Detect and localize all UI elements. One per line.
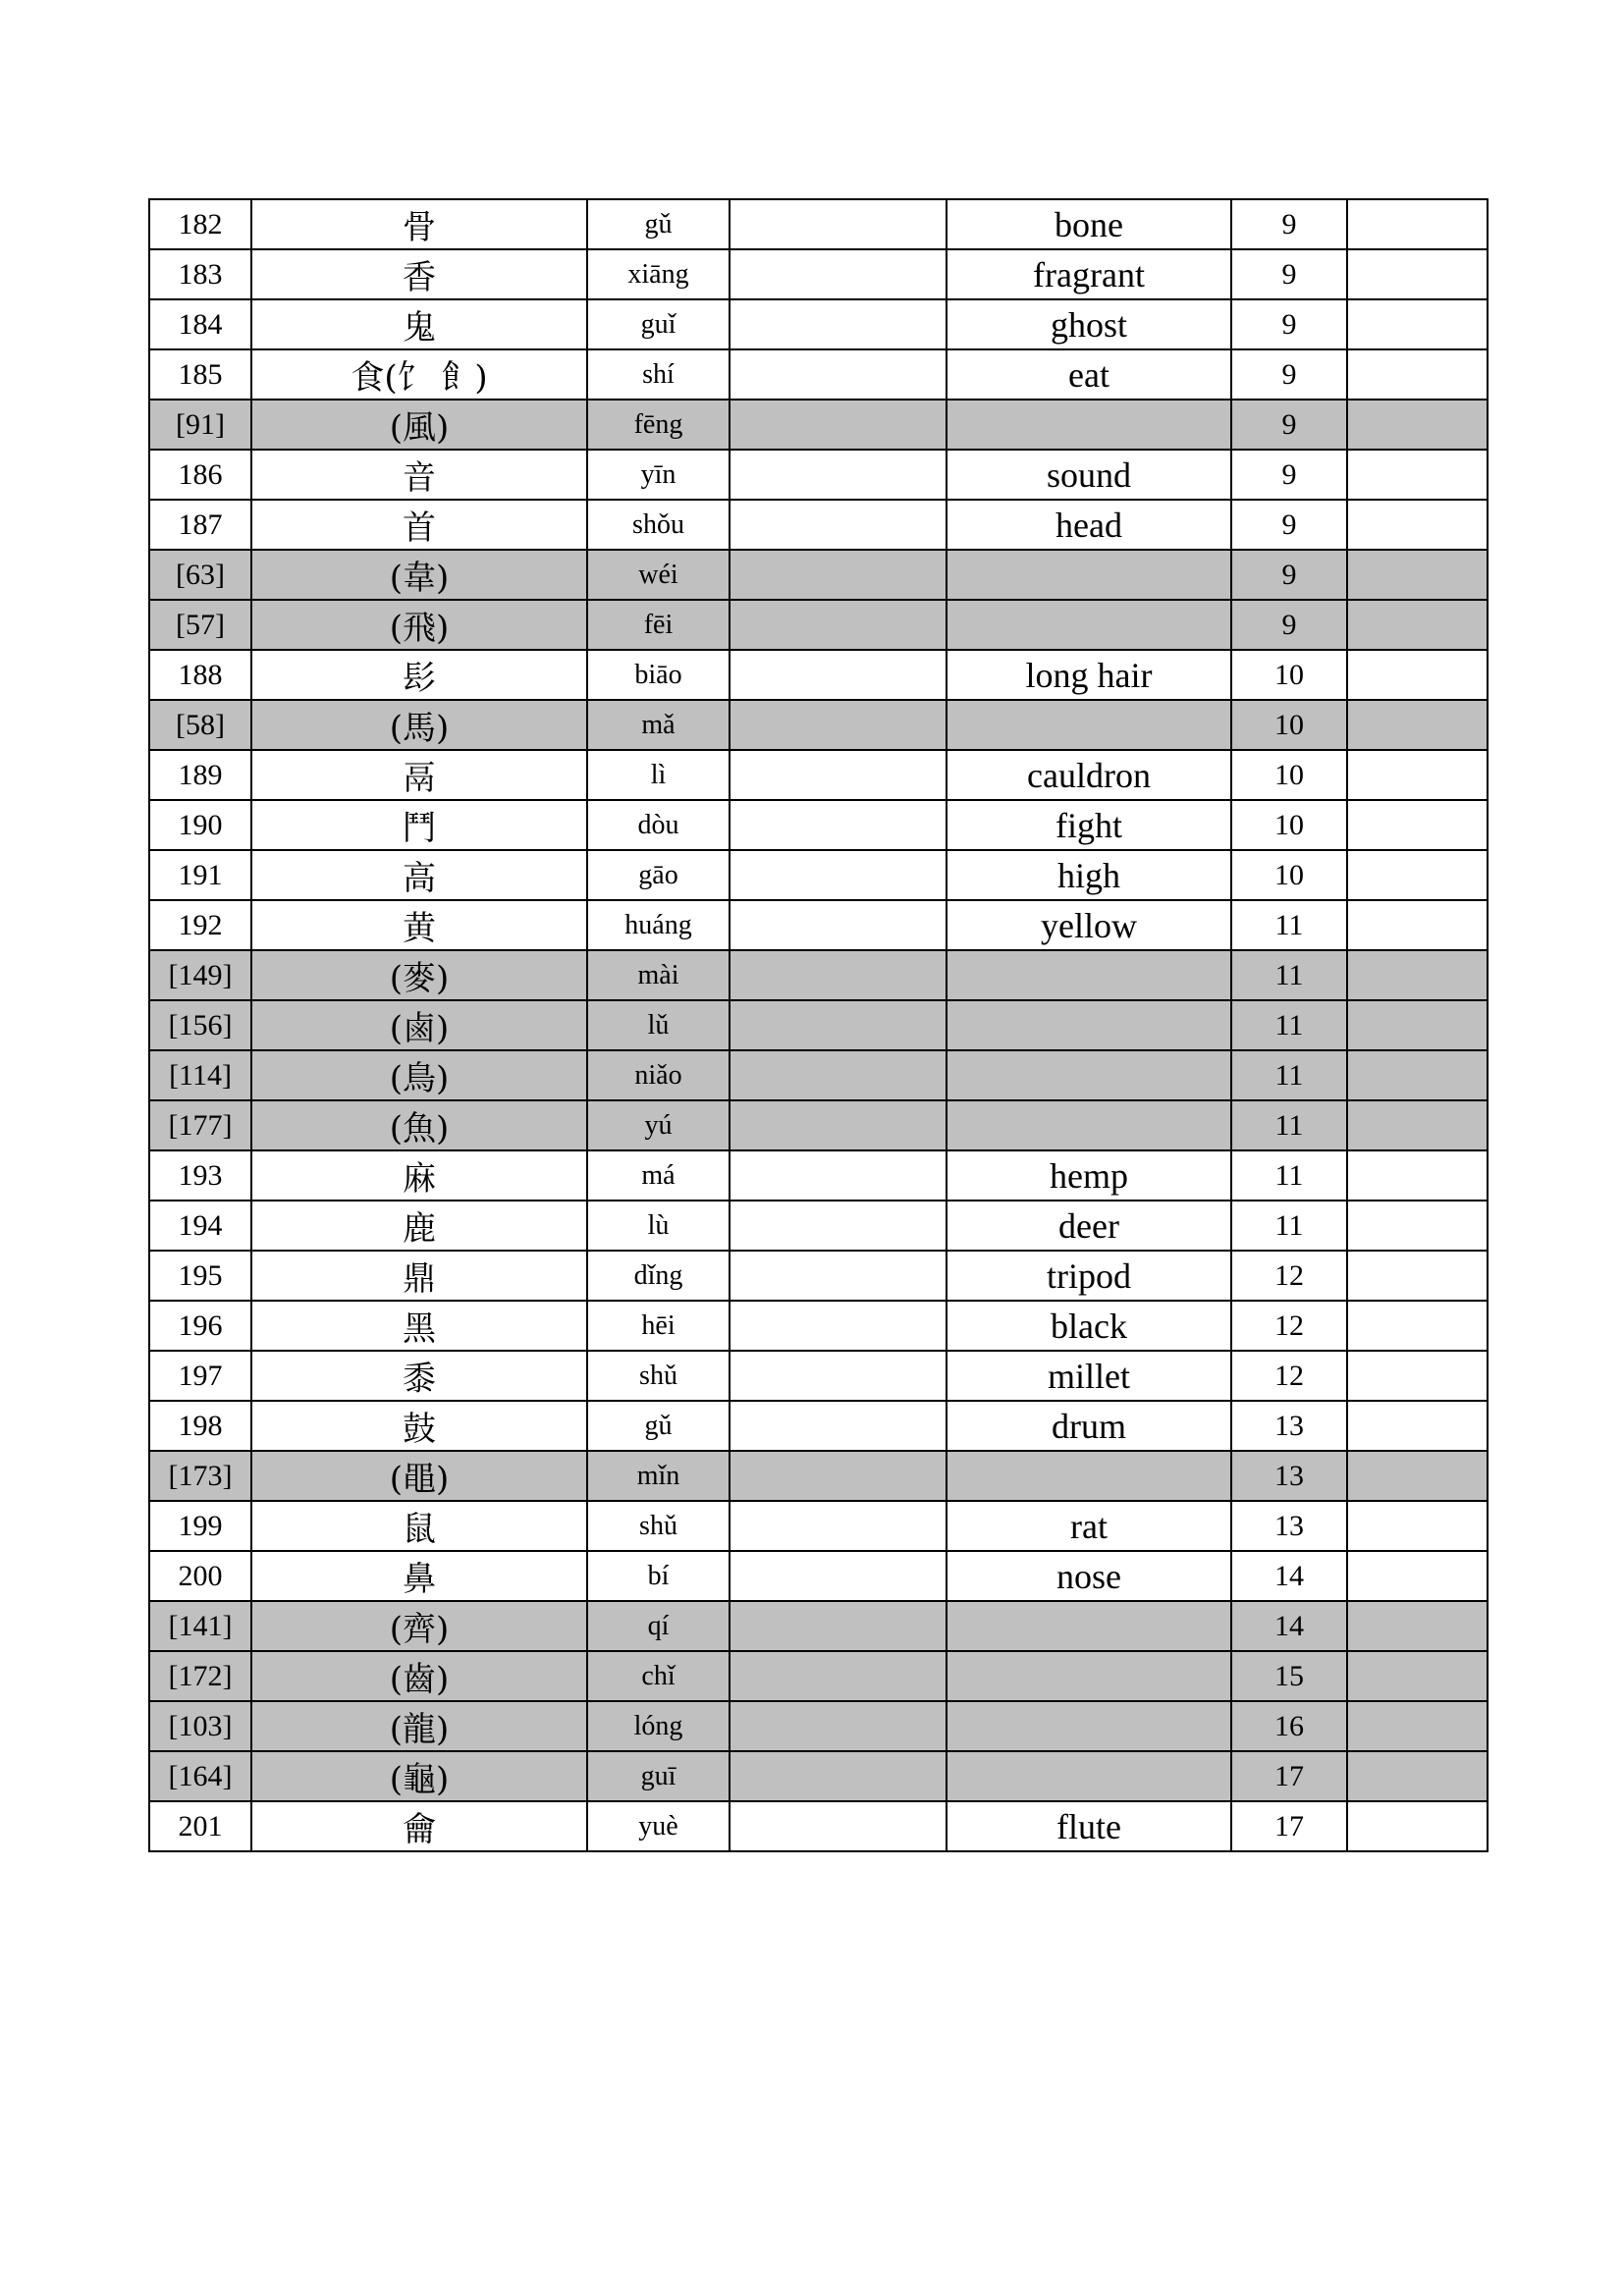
stroke-count-cell: 14: [1231, 1551, 1347, 1601]
pinyin-cell: dǐng: [587, 1251, 730, 1301]
english-meaning-cell: [947, 1701, 1231, 1751]
blank-cell: [1347, 400, 1488, 450]
blank-cell: [1347, 450, 1488, 500]
pinyin-cell: shǔ: [587, 1351, 730, 1401]
english-meaning-cell: fight: [947, 800, 1231, 850]
english-meaning-cell: [947, 1451, 1231, 1501]
stroke-count-cell: 9: [1231, 500, 1347, 550]
table-row: [149, 1351, 1488, 1401]
table-row: [149, 1501, 1488, 1551]
english-meaning-cell: [947, 1651, 1231, 1701]
english-meaning-cell: millet: [947, 1351, 1231, 1401]
stroke-count-cell: 15: [1231, 1651, 1347, 1701]
pinyin-cell: shǔ: [587, 1501, 730, 1551]
character-cell: 鼻: [251, 1551, 587, 1601]
blank-cell: [1347, 950, 1488, 1000]
character-cell: 髟: [251, 650, 587, 700]
character-cell: 鬲: [251, 750, 587, 800]
radical-number-cell: 183: [149, 249, 251, 299]
blank-cell: [1347, 1351, 1488, 1401]
blank-cell: [730, 1451, 947, 1501]
table-row: [149, 1451, 1488, 1501]
radical-number-cell: [114]: [149, 1050, 251, 1100]
pinyin-cell: lì: [587, 750, 730, 800]
radical-number-cell: [173]: [149, 1451, 251, 1501]
blank-cell: [730, 1301, 947, 1351]
blank-cell: [1347, 1201, 1488, 1251]
blank-cell: [1347, 199, 1488, 249]
radical-number-cell: 198: [149, 1401, 251, 1451]
radical-number-cell: 193: [149, 1150, 251, 1201]
stroke-count-cell: 9: [1231, 349, 1347, 400]
radical-number-cell: [58]: [149, 700, 251, 750]
radical-table: [148, 198, 1489, 1852]
stroke-count-cell: 10: [1231, 800, 1347, 850]
stroke-count-cell: 17: [1231, 1751, 1347, 1801]
pinyin-cell: guī: [587, 1751, 730, 1801]
table-row: [149, 1000, 1488, 1050]
blank-cell: [730, 249, 947, 299]
character-cell: (飛): [251, 600, 587, 650]
table-row: [149, 1751, 1488, 1801]
pinyin-cell: lù: [587, 1201, 730, 1251]
radical-number-cell: 201: [149, 1801, 251, 1851]
table-row: [149, 850, 1488, 900]
pinyin-cell: qí: [587, 1601, 730, 1651]
radical-number-cell: 195: [149, 1251, 251, 1301]
character-cell: (黽): [251, 1451, 587, 1501]
blank-cell: [1347, 1701, 1488, 1751]
stroke-count-cell: 11: [1231, 1100, 1347, 1150]
blank-cell: [1347, 700, 1488, 750]
pinyin-cell: lóng: [587, 1701, 730, 1751]
blank-cell: [1347, 1401, 1488, 1451]
stroke-count-cell: 9: [1231, 199, 1347, 249]
pinyin-cell: mǎ: [587, 700, 730, 750]
blank-cell: [730, 1651, 947, 1701]
pinyin-cell: lǔ: [587, 1000, 730, 1050]
character-cell: (風): [251, 400, 587, 450]
radical-number-cell: 199: [149, 1501, 251, 1551]
character-cell: (齒): [251, 1651, 587, 1701]
character-cell: (龍): [251, 1701, 587, 1751]
pinyin-cell: xiāng: [587, 249, 730, 299]
character-cell: (韋): [251, 550, 587, 600]
stroke-count-cell: 11: [1231, 1201, 1347, 1251]
table-row: [149, 1150, 1488, 1201]
stroke-count-cell: 11: [1231, 950, 1347, 1000]
table-row: [149, 299, 1488, 349]
english-meaning-cell: cauldron: [947, 750, 1231, 800]
radical-number-cell: 192: [149, 900, 251, 950]
stroke-count-cell: 13: [1231, 1451, 1347, 1501]
radical-number-cell: [177]: [149, 1100, 251, 1150]
stroke-count-cell: 9: [1231, 600, 1347, 650]
blank-cell: [730, 900, 947, 950]
blank-cell: [730, 199, 947, 249]
character-cell: 鹿: [251, 1201, 587, 1251]
blank-cell: [730, 400, 947, 450]
pinyin-cell: fēng: [587, 400, 730, 450]
english-meaning-cell: deer: [947, 1201, 1231, 1251]
english-meaning-cell: long hair: [947, 650, 1231, 700]
blank-cell: [730, 1701, 947, 1751]
pinyin-cell: shí: [587, 349, 730, 400]
blank-cell: [1347, 500, 1488, 550]
character-cell: 黄: [251, 900, 587, 950]
blank-cell: [730, 1351, 947, 1401]
english-meaning-cell: yellow: [947, 900, 1231, 950]
table-row: [149, 1701, 1488, 1751]
blank-cell: [730, 700, 947, 750]
english-meaning-cell: [947, 1601, 1231, 1651]
radical-number-cell: 189: [149, 750, 251, 800]
blank-cell: [1347, 800, 1488, 850]
stroke-count-cell: 9: [1231, 450, 1347, 500]
stroke-count-cell: 12: [1231, 1301, 1347, 1351]
blank-cell: [1347, 1651, 1488, 1701]
stroke-count-cell: 9: [1231, 400, 1347, 450]
radical-number-cell: 196: [149, 1301, 251, 1351]
table-row: [149, 1651, 1488, 1701]
blank-cell: [1347, 249, 1488, 299]
english-meaning-cell: [947, 1100, 1231, 1150]
english-meaning-cell: drum: [947, 1401, 1231, 1451]
blank-cell: [1347, 1501, 1488, 1551]
table-row: [149, 600, 1488, 650]
character-cell: 骨: [251, 199, 587, 249]
character-cell: 首: [251, 500, 587, 550]
character-cell: (龜): [251, 1751, 587, 1801]
blank-cell: [730, 500, 947, 550]
blank-cell: [730, 1251, 947, 1301]
table-row: [149, 550, 1488, 600]
blank-cell: [730, 650, 947, 700]
blank-cell: [1347, 349, 1488, 400]
character-cell: 麻: [251, 1150, 587, 1201]
blank-cell: [730, 1601, 947, 1651]
stroke-count-cell: 17: [1231, 1801, 1347, 1851]
table-row: [149, 900, 1488, 950]
blank-cell: [730, 1751, 947, 1801]
blank-cell: [730, 600, 947, 650]
table-row: [149, 1050, 1488, 1100]
radical-number-cell: [141]: [149, 1601, 251, 1651]
blank-cell: [730, 1551, 947, 1601]
character-cell: 音: [251, 450, 587, 500]
english-meaning-cell: [947, 700, 1231, 750]
table-row: [149, 800, 1488, 850]
blank-cell: [1347, 1751, 1488, 1801]
english-meaning-cell: [947, 400, 1231, 450]
english-meaning-cell: [947, 1000, 1231, 1050]
radical-number-cell: [63]: [149, 550, 251, 600]
pinyin-cell: dòu: [587, 800, 730, 850]
blank-cell: [1347, 1150, 1488, 1201]
radical-number-cell: 187: [149, 500, 251, 550]
stroke-count-cell: 12: [1231, 1251, 1347, 1301]
blank-cell: [730, 1401, 947, 1451]
stroke-count-cell: 12: [1231, 1351, 1347, 1401]
table-row: [149, 249, 1488, 299]
radical-number-cell: 186: [149, 450, 251, 500]
blank-cell: [730, 1501, 947, 1551]
character-cell: 高: [251, 850, 587, 900]
pinyin-cell: fēi: [587, 600, 730, 650]
stroke-count-cell: 14: [1231, 1601, 1347, 1651]
english-meaning-cell: tripod: [947, 1251, 1231, 1301]
character-cell: 龠: [251, 1801, 587, 1851]
radical-table-body: [149, 199, 1488, 1851]
character-cell: (馬): [251, 700, 587, 750]
stroke-count-cell: 10: [1231, 750, 1347, 800]
english-meaning-cell: fragrant: [947, 249, 1231, 299]
pinyin-cell: guǐ: [587, 299, 730, 349]
english-meaning-cell: sound: [947, 450, 1231, 500]
stroke-count-cell: 10: [1231, 650, 1347, 700]
table-row: [149, 1201, 1488, 1251]
table-row: [149, 950, 1488, 1000]
character-cell: 黍: [251, 1351, 587, 1401]
blank-cell: [730, 1801, 947, 1851]
character-cell: 食(饣 飠): [251, 349, 587, 400]
blank-cell: [1347, 1301, 1488, 1351]
pinyin-cell: chǐ: [587, 1651, 730, 1701]
character-cell: 黑: [251, 1301, 587, 1351]
blank-cell: [1347, 750, 1488, 800]
radical-number-cell: 185: [149, 349, 251, 400]
pinyin-cell: yuè: [587, 1801, 730, 1851]
pinyin-cell: bí: [587, 1551, 730, 1601]
english-meaning-cell: black: [947, 1301, 1231, 1351]
table-row: [149, 1251, 1488, 1301]
blank-cell: [1347, 1050, 1488, 1100]
radical-number-cell: 188: [149, 650, 251, 700]
pinyin-cell: yīn: [587, 450, 730, 500]
radical-number-cell: 200: [149, 1551, 251, 1601]
stroke-count-cell: 11: [1231, 1050, 1347, 1100]
english-meaning-cell: ghost: [947, 299, 1231, 349]
blank-cell: [730, 1201, 947, 1251]
stroke-count-cell: 13: [1231, 1501, 1347, 1551]
table-row: [149, 1801, 1488, 1851]
character-cell: 鬼: [251, 299, 587, 349]
radical-number-cell: [172]: [149, 1651, 251, 1701]
table-row: [149, 1301, 1488, 1351]
blank-cell: [1347, 650, 1488, 700]
blank-cell: [1347, 1000, 1488, 1050]
pinyin-cell: gǔ: [587, 1401, 730, 1451]
blank-cell: [1347, 299, 1488, 349]
radical-number-cell: [103]: [149, 1701, 251, 1751]
character-cell: 鼎: [251, 1251, 587, 1301]
table-row: [149, 500, 1488, 550]
blank-cell: [730, 750, 947, 800]
pinyin-cell: biāo: [587, 650, 730, 700]
stroke-count-cell: 10: [1231, 700, 1347, 750]
table-row: [149, 750, 1488, 800]
blank-cell: [1347, 1251, 1488, 1301]
blank-cell: [730, 550, 947, 600]
table-row: [149, 450, 1488, 500]
blank-cell: [730, 349, 947, 400]
radical-number-cell: [149]: [149, 950, 251, 1000]
pinyin-cell: gāo: [587, 850, 730, 900]
pinyin-cell: shǒu: [587, 500, 730, 550]
pinyin-cell: niǎo: [587, 1050, 730, 1100]
table-row: [149, 700, 1488, 750]
english-meaning-cell: high: [947, 850, 1231, 900]
pinyin-cell: wéi: [587, 550, 730, 600]
blank-cell: [1347, 1100, 1488, 1150]
radical-number-cell: 184: [149, 299, 251, 349]
blank-cell: [730, 800, 947, 850]
pinyin-cell: yú: [587, 1100, 730, 1150]
english-meaning-cell: rat: [947, 1501, 1231, 1551]
character-cell: (鹵): [251, 1000, 587, 1050]
table-row: [149, 349, 1488, 400]
pinyin-cell: huáng: [587, 900, 730, 950]
blank-cell: [1347, 1801, 1488, 1851]
blank-cell: [730, 1150, 947, 1201]
pinyin-cell: má: [587, 1150, 730, 1201]
table-row: [149, 1551, 1488, 1601]
stroke-count-cell: 11: [1231, 1000, 1347, 1050]
character-cell: 鼠: [251, 1501, 587, 1551]
radical-number-cell: 194: [149, 1201, 251, 1251]
english-meaning-cell: [947, 550, 1231, 600]
blank-cell: [1347, 1551, 1488, 1601]
blank-cell: [1347, 1601, 1488, 1651]
radical-number-cell: 190: [149, 800, 251, 850]
english-meaning-cell: [947, 1050, 1231, 1100]
table-row: [149, 1601, 1488, 1651]
stroke-count-cell: 10: [1231, 850, 1347, 900]
radical-number-cell: [164]: [149, 1751, 251, 1801]
blank-cell: [730, 299, 947, 349]
blank-cell: [1347, 1451, 1488, 1501]
character-cell: (魚): [251, 1100, 587, 1150]
character-cell: (齊): [251, 1601, 587, 1651]
blank-cell: [730, 850, 947, 900]
english-meaning-cell: hemp: [947, 1150, 1231, 1201]
english-meaning-cell: [947, 950, 1231, 1000]
radical-number-cell: [57]: [149, 600, 251, 650]
pinyin-cell: hēi: [587, 1301, 730, 1351]
radical-number-cell: 191: [149, 850, 251, 900]
english-meaning-cell: eat: [947, 349, 1231, 400]
stroke-count-cell: 9: [1231, 299, 1347, 349]
english-meaning-cell: [947, 600, 1231, 650]
blank-cell: [730, 450, 947, 500]
blank-cell: [1347, 600, 1488, 650]
pinyin-cell: mài: [587, 950, 730, 1000]
table-row: [149, 650, 1488, 700]
pinyin-cell: gǔ: [587, 199, 730, 249]
character-cell: 鬥: [251, 800, 587, 850]
stroke-count-cell: 11: [1231, 900, 1347, 950]
english-meaning-cell: nose: [947, 1551, 1231, 1601]
character-cell: (麥): [251, 950, 587, 1000]
radical-number-cell: [156]: [149, 1000, 251, 1050]
blank-cell: [730, 950, 947, 1000]
blank-cell: [730, 1000, 947, 1050]
radical-number-cell: 197: [149, 1351, 251, 1401]
pinyin-cell: mǐn: [587, 1451, 730, 1501]
table-row: [149, 1401, 1488, 1451]
english-meaning-cell: head: [947, 500, 1231, 550]
character-cell: 鼓: [251, 1401, 587, 1451]
character-cell: 香: [251, 249, 587, 299]
table-row: [149, 199, 1488, 249]
blank-cell: [730, 1050, 947, 1100]
stroke-count-cell: 11: [1231, 1150, 1347, 1201]
table-row: [149, 1100, 1488, 1150]
english-meaning-cell: [947, 1751, 1231, 1801]
stroke-count-cell: 9: [1231, 550, 1347, 600]
blank-cell: [1347, 550, 1488, 600]
english-meaning-cell: bone: [947, 199, 1231, 249]
stroke-count-cell: 9: [1231, 249, 1347, 299]
stroke-count-cell: 16: [1231, 1701, 1347, 1751]
stroke-count-cell: 13: [1231, 1401, 1347, 1451]
radical-number-cell: [91]: [149, 400, 251, 450]
radical-number-cell: 182: [149, 199, 251, 249]
table-row: [149, 400, 1488, 450]
english-meaning-cell: flute: [947, 1801, 1231, 1851]
character-cell: (鳥): [251, 1050, 587, 1100]
blank-cell: [1347, 900, 1488, 950]
blank-cell: [730, 1100, 947, 1150]
blank-cell: [1347, 850, 1488, 900]
